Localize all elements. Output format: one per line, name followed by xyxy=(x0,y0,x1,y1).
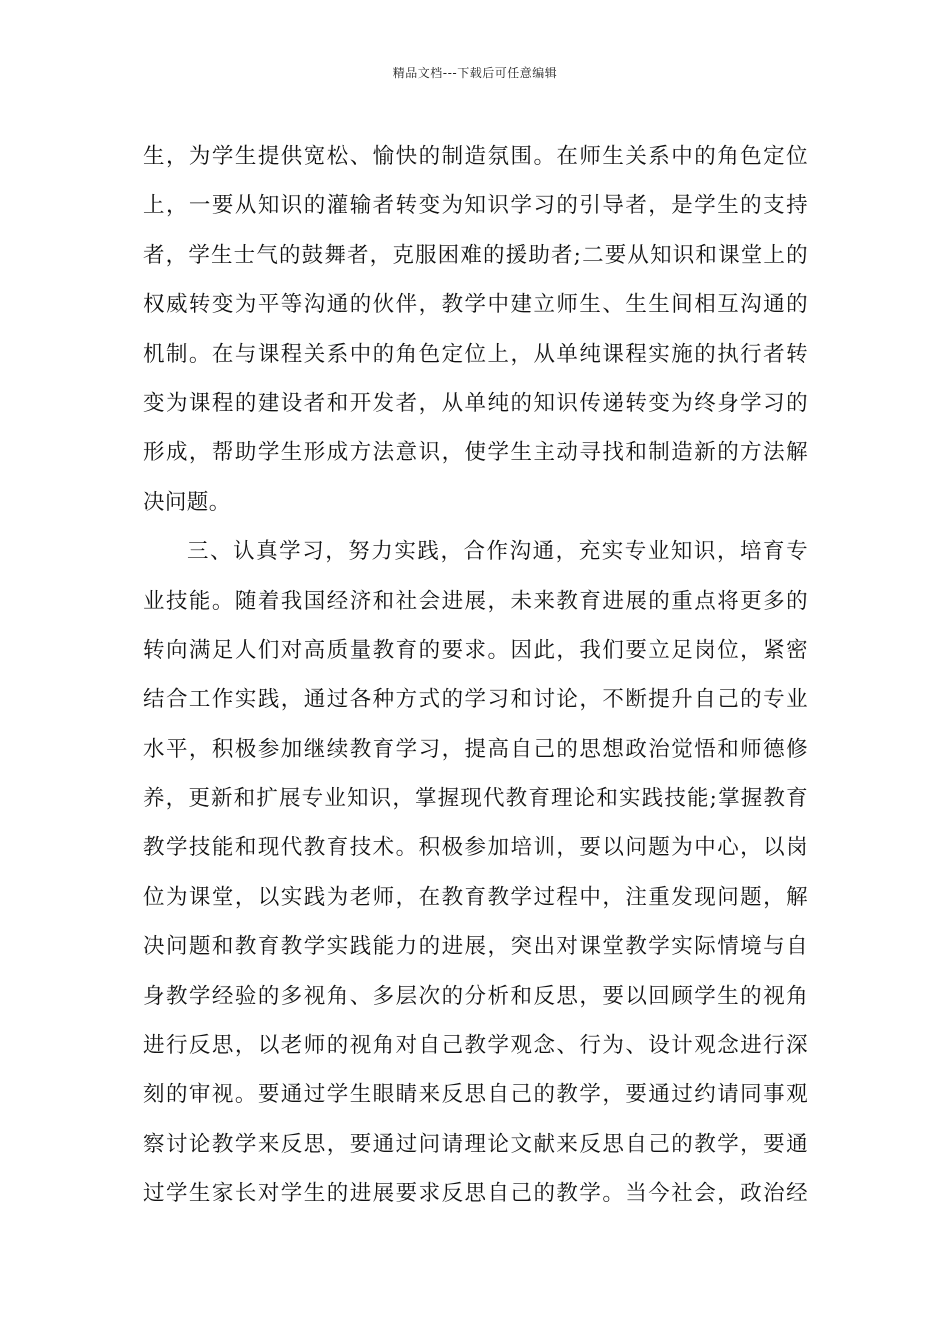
text-line: 机制。在与课程关系中的角色定位上，从单纯课程实施的执行者转 xyxy=(143,341,808,367)
text-line: 者，学生士气的鼓舞者，克服困难的援助者;二要从知识和课堂上的 xyxy=(143,242,808,268)
text-line: 转向满足人们对高质量教育的要求。因此，我们要立足岗位，紧密 xyxy=(143,637,808,663)
text-line: 水平，积极参加继续教育学习，提高自己的思想政治觉悟和师德修 xyxy=(143,736,808,762)
text-line: 形成，帮助学生形成方法意识，使学生主动寻找和制造新的方法解 xyxy=(143,440,808,466)
text-line: 变为课程的建设者和开发者，从单纯的知识传递转变为终身学习的 xyxy=(143,390,808,416)
text-line: 过学生家长对学生的进展要求反思自己的教学。当今社会，政治经 xyxy=(143,1181,808,1207)
document-body xyxy=(143,132,808,1219)
text-line: 位为课堂，以实践为老师，在教育教学过程中，注重发现问题，解 xyxy=(143,884,808,910)
text-line: 察讨论教学来反思，要通过问请理论文献来反思自己的教学，要通 xyxy=(143,1131,808,1157)
text-line: 生，为学生提供宽松、愉快的制造氛围。在师生关系中的角色定位 xyxy=(143,144,808,169)
text-line: 决问题。 xyxy=(143,489,231,515)
text-line: 进行反思，以老师的视角对自己教学观念、行为、设计观念进行深 xyxy=(143,1033,808,1059)
text-line: 权威转变为平等沟通的伙伴，教学中建立师生、生生间相互沟通的 xyxy=(143,292,808,318)
paragraph-first-line: 三、认真学习，努力实践，合作沟通，充实专业知识，培育专 xyxy=(187,539,808,565)
page-header: 精品文档---下载后可任意编辑 xyxy=(392,66,558,80)
text-line: 上，一要从知识的灌输者转变为知识学习的引导者，是学生的支持 xyxy=(143,193,808,219)
text-line: 业技能。随着我国经济和社会进展，未来教育进展的重点将更多的 xyxy=(143,588,808,614)
text-line: 教学技能和现代教育技术。积极参加培训，要以问题为中心，以岗 xyxy=(143,835,808,861)
text-line: 刻的审视。要通过学生眼睛来反思自己的教学，要通过约请同事观 xyxy=(143,1082,808,1108)
text-line: 决问题和教育教学实践能力的进展，突出对课堂教学实际情境与自 xyxy=(143,934,808,960)
text-line: 身教学经验的多视角、多层次的分析和反思，要以回顾学生的视角 xyxy=(143,983,808,1009)
text-line: 养，更新和扩展专业知识，掌握现代教育理论和实践技能;掌握教育 xyxy=(143,786,808,812)
text-line: 结合工作实践，通过各种方式的学习和讨论，不断提升自己的专业 xyxy=(143,687,808,713)
